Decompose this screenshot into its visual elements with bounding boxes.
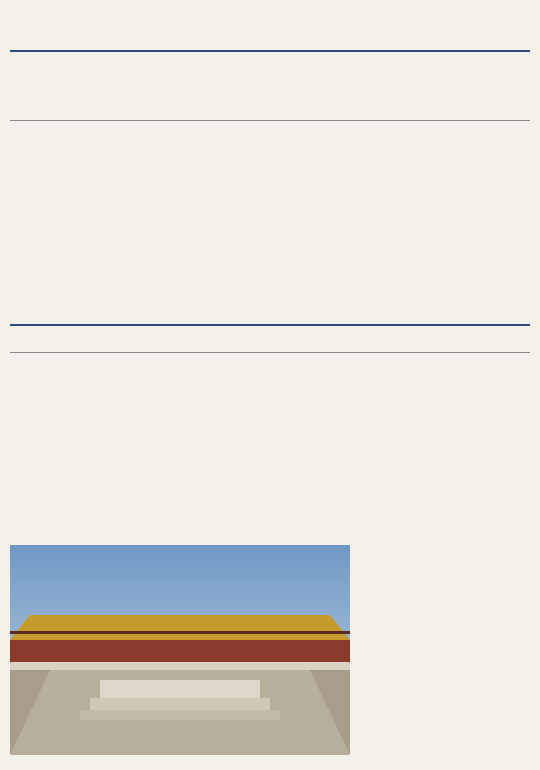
article-2-column — [360, 358, 442, 758]
article-1-column — [273, 126, 355, 322]
article-1-column — [185, 126, 267, 322]
article-divider — [10, 324, 530, 326]
article-1-body — [10, 126, 530, 322]
article-1-column — [448, 126, 530, 322]
article-1-column — [98, 126, 180, 322]
header-rule — [10, 50, 530, 52]
article-1-column — [10, 126, 92, 322]
article-2-body-right — [360, 358, 530, 758]
page-header — [10, 8, 530, 48]
article-2-column — [10, 358, 136, 542]
headline-rule — [10, 352, 530, 353]
forbidden-city-illustration — [10, 545, 350, 755]
article-2-column — [448, 358, 530, 758]
headline-rule — [10, 120, 530, 121]
forbidden-city-photo — [10, 545, 350, 755]
article-2-column — [142, 358, 268, 542]
article-1-column — [361, 126, 443, 322]
